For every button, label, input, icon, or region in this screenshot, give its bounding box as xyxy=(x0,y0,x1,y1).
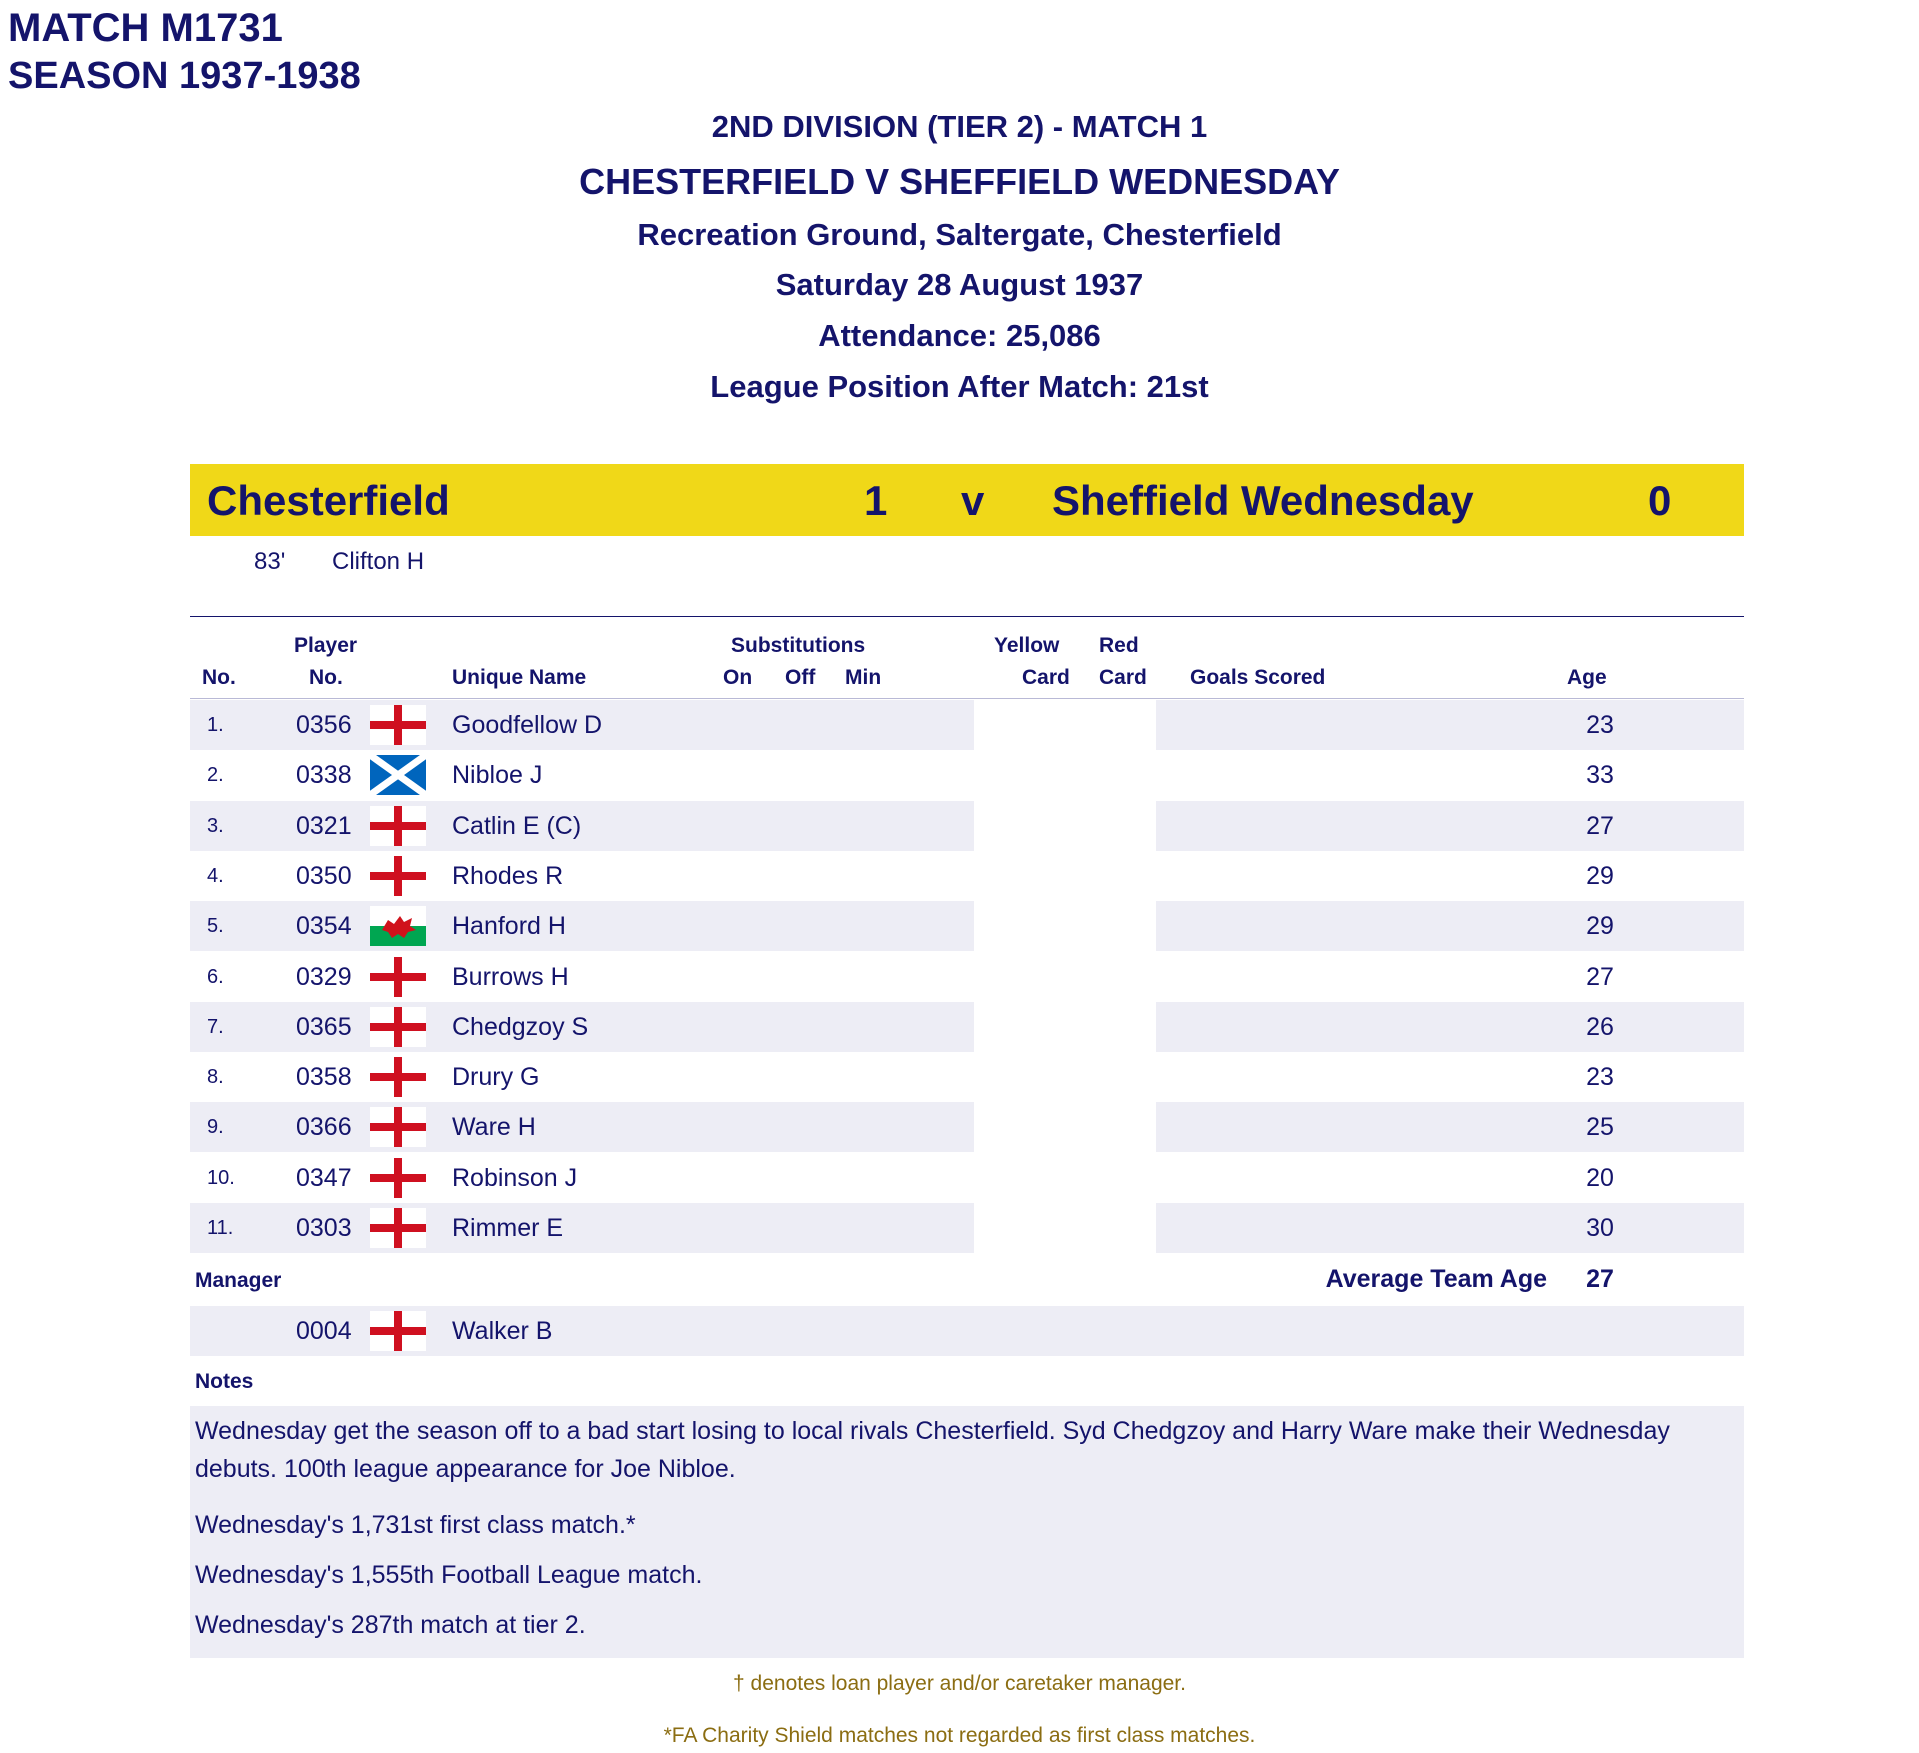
player-name: Nibloe J xyxy=(452,761,543,790)
footnote-loan: † denotes loan player and/or caretaker manager. xyxy=(733,1672,1186,1695)
table-row xyxy=(190,750,1744,800)
versus-label: v xyxy=(961,477,985,524)
header-sub-on: On xyxy=(723,666,753,689)
header-player-no-top: Player xyxy=(294,634,358,657)
player-age: 26 xyxy=(1586,1012,1614,1041)
away-team-name: Sheffield Wednesday xyxy=(1052,477,1474,524)
card-column-gap xyxy=(974,1002,1156,1052)
row-number: 10. xyxy=(207,1166,235,1189)
card-column-gap xyxy=(974,901,1156,951)
scotland-flag-icon xyxy=(370,755,426,795)
header-substitutions: Substitutions xyxy=(731,634,866,657)
goal-scorer: Clifton H xyxy=(332,548,425,575)
player-name: Catlin E (C) xyxy=(452,811,582,840)
england-flag-icon xyxy=(370,806,426,846)
player-number: 0365 xyxy=(296,1012,352,1041)
note-1: Wednesday get the season off to a bad start losing to local rivals Chesterfield. Syd Chedgzoy and Harry Ware make their Wednesday debuts. 100th league appearance for Joe Nibloe. xyxy=(195,1417,1670,1483)
player-age: 27 xyxy=(1586,962,1614,991)
england-flag-icon xyxy=(370,1057,426,1097)
table-row xyxy=(190,952,1744,1002)
player-name: Drury G xyxy=(452,1063,540,1092)
row-number: 6. xyxy=(207,965,224,988)
manager-row xyxy=(190,1306,1744,1356)
england-flag-icon xyxy=(370,856,426,896)
fixture-heading: CHESTERFIELD V SHEFFIELD WEDNESDAY xyxy=(579,161,1340,202)
season-title: SEASON 1937-1938 xyxy=(8,55,361,97)
player-age: 29 xyxy=(1586,861,1614,890)
manager-number: 0004 xyxy=(296,1317,352,1345)
manager-name: Walker B xyxy=(452,1317,553,1345)
manager-label: Manager xyxy=(195,1269,282,1292)
league-position: League Position After Match: 21st xyxy=(710,369,1209,404)
table-row xyxy=(190,1203,1744,1253)
header-red-bottom: Card xyxy=(1099,666,1147,689)
row-number: 2. xyxy=(207,764,224,787)
match-code: MATCH M1731 xyxy=(8,6,283,50)
player-number: 0347 xyxy=(296,1163,352,1192)
england-flag-icon xyxy=(370,1007,426,1047)
table-row xyxy=(190,1052,1744,1102)
player-name: Ware H xyxy=(452,1113,536,1142)
england-flag-icon xyxy=(370,957,426,997)
player-name: Robinson J xyxy=(452,1163,578,1192)
card-column-gap xyxy=(974,700,1156,750)
table-row xyxy=(190,901,1744,951)
player-age: 20 xyxy=(1586,1163,1614,1192)
england-flag-icon xyxy=(370,1107,426,1147)
player-number: 0338 xyxy=(296,761,352,790)
card-column-gap xyxy=(974,1102,1156,1152)
player-age: 23 xyxy=(1586,711,1614,739)
table-row xyxy=(190,801,1744,851)
attendance: Attendance: 25,086 xyxy=(818,318,1101,353)
player-age: 29 xyxy=(1586,912,1614,941)
player-number: 0350 xyxy=(296,861,352,890)
england-flag-icon xyxy=(370,1311,426,1351)
player-age: 30 xyxy=(1586,1214,1614,1242)
note-2: Wednesday's 1,731st first class match.* xyxy=(195,1511,636,1539)
header-player-no-bottom: No. xyxy=(309,666,343,689)
player-number: 0366 xyxy=(296,1113,352,1142)
player-number: 0354 xyxy=(296,912,352,941)
table-row xyxy=(190,1153,1744,1203)
header-sub-off: Off xyxy=(785,666,816,689)
header-yellow-bottom: Card xyxy=(1022,666,1070,689)
player-name: Goodfellow D xyxy=(452,711,603,739)
note-3: Wednesday's 1,555th Football League match. xyxy=(195,1561,703,1589)
header-age: Age xyxy=(1567,666,1607,689)
card-column-gap xyxy=(974,801,1156,851)
card-column-gap xyxy=(974,1203,1156,1253)
row-number: 9. xyxy=(207,1116,224,1139)
average-age-label: Average Team Age xyxy=(1325,1265,1547,1293)
wales-flag-icon xyxy=(370,906,426,946)
average-age-value: 27 xyxy=(1586,1265,1614,1293)
footnote-charity: *FA Charity Shield matches not regarded as first class matches. xyxy=(663,1724,1256,1747)
row-number: 5. xyxy=(207,915,224,938)
player-name: Rimmer E xyxy=(452,1214,564,1242)
player-number: 0321 xyxy=(296,811,352,840)
away-team-score: 0 xyxy=(1648,477,1672,524)
venue: Recreation Ground, Saltergate, Chesterfield xyxy=(637,217,1282,252)
table-row xyxy=(190,851,1744,901)
notes-label: Notes xyxy=(195,1370,254,1393)
player-age: 33 xyxy=(1586,761,1614,790)
home-team-name: Chesterfield xyxy=(207,477,450,524)
player-number: 0329 xyxy=(296,962,352,991)
header-sub-min: Min xyxy=(845,666,882,689)
england-flag-icon xyxy=(370,705,426,745)
header-goals-scored: Goals Scored xyxy=(1190,666,1326,689)
player-number: 0356 xyxy=(296,711,352,739)
player-age: 27 xyxy=(1586,811,1614,840)
header-no: No. xyxy=(202,666,236,689)
player-name: Chedgzoy S xyxy=(452,1012,589,1041)
row-number: 7. xyxy=(207,1015,224,1038)
division-heading: 2ND DIVISION (TIER 2) - MATCH 1 xyxy=(711,109,1208,144)
player-number: 0303 xyxy=(296,1214,352,1242)
row-number: 11. xyxy=(207,1217,234,1239)
table-header-rule xyxy=(190,698,1744,699)
player-age: 25 xyxy=(1586,1113,1614,1142)
england-flag-icon xyxy=(370,1208,426,1248)
row-number: 8. xyxy=(207,1066,224,1089)
home-team-score: 1 xyxy=(864,477,888,524)
table-row xyxy=(190,700,1744,750)
player-name: Hanford H xyxy=(452,912,566,941)
row-number: 3. xyxy=(207,814,224,837)
england-flag-icon xyxy=(370,1158,426,1198)
table-row xyxy=(190,1002,1744,1052)
player-number: 0358 xyxy=(296,1063,352,1092)
note-4: Wednesday's 287th match at tier 2. xyxy=(195,1611,586,1639)
match-date: Saturday 28 August 1937 xyxy=(775,267,1144,302)
player-name: Burrows H xyxy=(452,962,569,991)
row-number: 4. xyxy=(207,864,224,887)
header-red-top: Red xyxy=(1099,634,1139,657)
header-yellow-top: Yellow xyxy=(994,634,1060,657)
header-unique-name: Unique Name xyxy=(452,666,587,689)
goal-minute: 83' xyxy=(254,548,286,575)
player-age: 23 xyxy=(1586,1063,1614,1092)
table-top-rule xyxy=(190,616,1744,617)
player-name: Rhodes R xyxy=(452,861,564,890)
row-number: 1. xyxy=(207,714,224,736)
table-row xyxy=(190,1102,1744,1152)
